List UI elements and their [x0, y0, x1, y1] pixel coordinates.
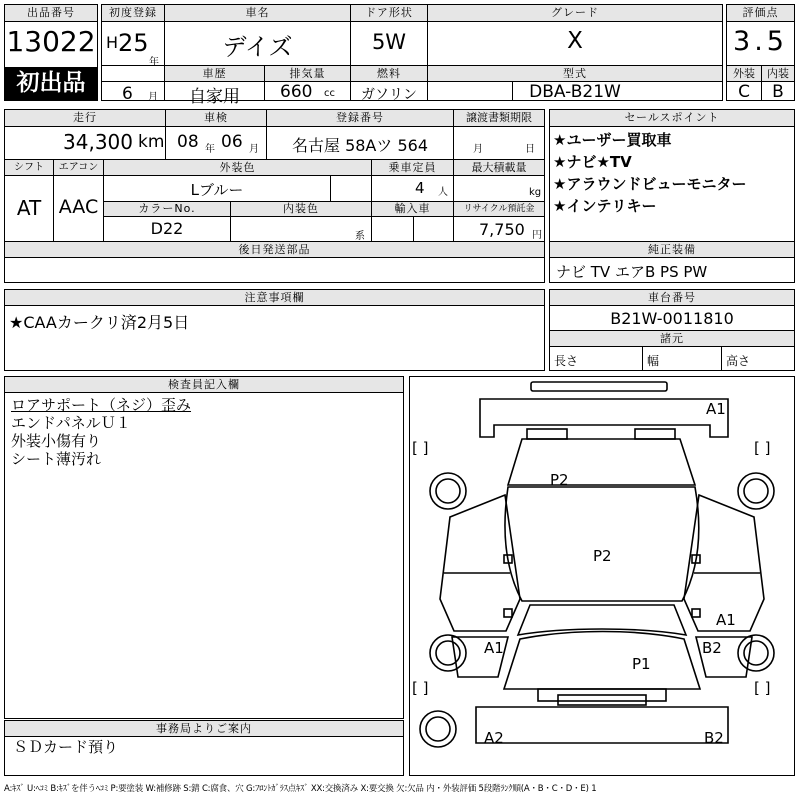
lot-label: 出品番号 [5, 5, 97, 22]
fuel: ガソリン [361, 87, 417, 103]
color-no-label: カラーNo. [104, 202, 230, 216]
mark-p2-roof: P2 [593, 547, 612, 565]
ext-color-label: 外装色 [104, 160, 371, 175]
legend: A:ｷｽﾞ U:ﾍｺﾐ B:ｷｽﾞを伴うﾍｺﾐ P:要塗装 W:補修跡 S:錆 C:腐食、穴 G:ﾌﾛﾝﾄｶﾞﾗｽ点ｷｽﾞ XX:交換済み X:要交換 欠:欠品 内・外装評価 5段階ﾗﾝｸ順(A・B・C・D・E) 1 [4, 784, 597, 794]
inspector-line-1: ロアサポート（ネジ）歪み [11, 396, 192, 414]
model: DBA-B21W [529, 82, 621, 102]
wheel-rear-left-inner [436, 479, 460, 503]
displacement: 660 [280, 82, 313, 102]
front-license [558, 695, 646, 705]
door: 5W [371, 30, 407, 54]
chassis-number: B21W-0011810 [610, 309, 734, 328]
month-unit: 月 [148, 92, 158, 103]
ext-color: Lブルー [190, 181, 244, 199]
mark-b2-front: B2 [704, 729, 724, 747]
inspection-year-unit: 年 [205, 144, 215, 155]
score-label: 評価点 [727, 5, 794, 21]
interior-label: 内装 [762, 66, 794, 81]
capacity-label: 乗車定員 [372, 160, 453, 175]
year-unit: 年 [149, 57, 159, 68]
inspection-month: 06 [221, 132, 243, 152]
wheel-front-right-inner [744, 641, 768, 665]
model-label: 型式 [428, 66, 722, 81]
office-text: ＳＤカード預り [13, 738, 119, 756]
mileage-label: 走行 [5, 110, 165, 126]
length-label: 長さ [554, 354, 579, 368]
int-color-unit: 系 [355, 231, 365, 242]
recycle: 7,750 [479, 220, 525, 239]
rear-glass [508, 439, 695, 485]
history-label: 車歴 [165, 66, 264, 81]
mark-p2-upper: P2 [550, 471, 569, 489]
wheel-front-left-inner [436, 641, 460, 665]
lot-box [4, 4, 98, 101]
mirror-left-2 [504, 609, 512, 617]
mark-a1-rear: A1 [706, 400, 726, 418]
hood [504, 632, 700, 690]
mark-a2-front: A2 [484, 729, 504, 747]
chassis-label: 車台番号 [550, 290, 794, 305]
recycle-label: リサイクル預託金 [454, 202, 544, 216]
month: 6 [122, 84, 133, 104]
sales-box [549, 109, 795, 283]
capacity: 4 [415, 179, 425, 197]
mark-a1-left: A1 [484, 639, 504, 657]
sales-point-2: ★ナビ★TV [553, 153, 632, 171]
capacity-unit: 人 [438, 187, 448, 198]
color-no: D22 [150, 219, 184, 238]
bracket-left-bottom: [ ] [412, 679, 429, 697]
office-box [4, 720, 404, 776]
fuel-label: 燃料 [351, 66, 427, 81]
top-handle [531, 382, 667, 391]
mileage: 34,300 [63, 130, 133, 154]
inspector-label: 検査員記入欄 [5, 377, 403, 392]
int-color-label: 内装色 [231, 202, 371, 216]
first-listing-badge: 初出品 [5, 67, 97, 100]
sales-point-1: ★ユーザー買取車 [553, 131, 672, 149]
transfer-label: 譲渡書類期限 [454, 110, 544, 126]
displacement-unit: cc [324, 88, 335, 99]
inspection-label: 車検 [166, 110, 266, 126]
bracket-right-bottom: [ ] [754, 679, 771, 697]
grade: X [567, 28, 583, 54]
mirror-right-2 [692, 609, 700, 617]
width-label: 幅 [647, 354, 660, 368]
chassis-box [549, 289, 795, 371]
top-table [101, 4, 723, 107]
exterior-label: 外装 [727, 66, 761, 81]
load-unit: kg [529, 187, 542, 198]
transfer-month-unit: 月 [473, 144, 483, 155]
mark-b2-right: B2 [702, 639, 722, 657]
details-table [4, 109, 545, 283]
ac: AAC [58, 196, 99, 218]
equipment-label: 純正装備 [550, 242, 794, 257]
displacement-label: 排気量 [265, 66, 350, 81]
history: 自家用 [189, 87, 240, 107]
year: 25 [118, 29, 149, 57]
front-bumper [476, 707, 728, 743]
plate-label: 登録番号 [267, 110, 453, 126]
inspector-line-3: 外装小傷有り [11, 432, 102, 450]
ac-label: エアコン [54, 160, 103, 175]
specs-label: 諸元 [550, 331, 794, 346]
door-label: ドア形状 [351, 5, 427, 21]
shift: AT [16, 196, 42, 220]
car-name-label: 車名 [165, 5, 350, 21]
windshield [518, 605, 686, 635]
car-diagram-box [409, 376, 795, 776]
interior-grade: B [772, 82, 784, 102]
wheel-rear-right-inner [744, 479, 768, 503]
grade-label: グレード [428, 5, 722, 21]
roof [505, 487, 699, 601]
sales-point-3: ★アラウンドビューモニター [553, 175, 747, 193]
mark-a1-right: A1 [716, 611, 736, 629]
load-label: 最大積載量 [454, 160, 544, 175]
plate: 名古屋 58Aツ 564 [291, 136, 429, 155]
shift-label: シフト [5, 160, 53, 175]
equipment-value: ナビ TV エアB PS PW [556, 263, 708, 281]
bracket-left-top: [ ] [412, 439, 429, 457]
spare-wheel-inner [426, 717, 450, 741]
recycle-unit: 円 [532, 230, 542, 241]
rear-bumper [480, 399, 728, 437]
later-parts-label: 後日発送部品 [5, 242, 544, 257]
transfer-day-unit: 日 [525, 144, 535, 155]
notes-text: ★CAAカークリ済2月5日 [9, 313, 190, 332]
inspector-line-4: シート薄汚れ [11, 450, 102, 468]
import-label: 輸入車 [372, 202, 453, 216]
inspector-line-2: エンドパネルＵ１ [11, 414, 131, 432]
score: 3.5 [733, 26, 788, 57]
inspector-box [4, 376, 404, 719]
rear-light-right [635, 429, 675, 439]
exterior-grade: C [738, 82, 750, 102]
first-reg-label: 初度登録 [102, 5, 164, 21]
bracket-right-top: [ ] [754, 439, 771, 457]
sales-label: セールスポイント [550, 110, 794, 126]
sales-point-4: ★インテリキー [553, 197, 657, 215]
score-box [726, 4, 795, 101]
notes-label: 注意事項欄 [5, 290, 544, 305]
rear-light-left [527, 429, 567, 439]
mileage-unit: km [138, 132, 165, 152]
notes-box [4, 289, 545, 371]
era: H [106, 33, 119, 52]
office-label: 事務局よりご案内 [5, 721, 403, 736]
inspection-month-unit: 月 [249, 144, 259, 155]
mark-p1-hood: P1 [632, 655, 651, 673]
lot-number: 13022 [6, 25, 96, 58]
car-diagram [410, 377, 794, 775]
inspection-year: 08 [177, 132, 199, 152]
car-name: デイズ [222, 33, 293, 61]
height-label: 高さ [726, 354, 751, 368]
